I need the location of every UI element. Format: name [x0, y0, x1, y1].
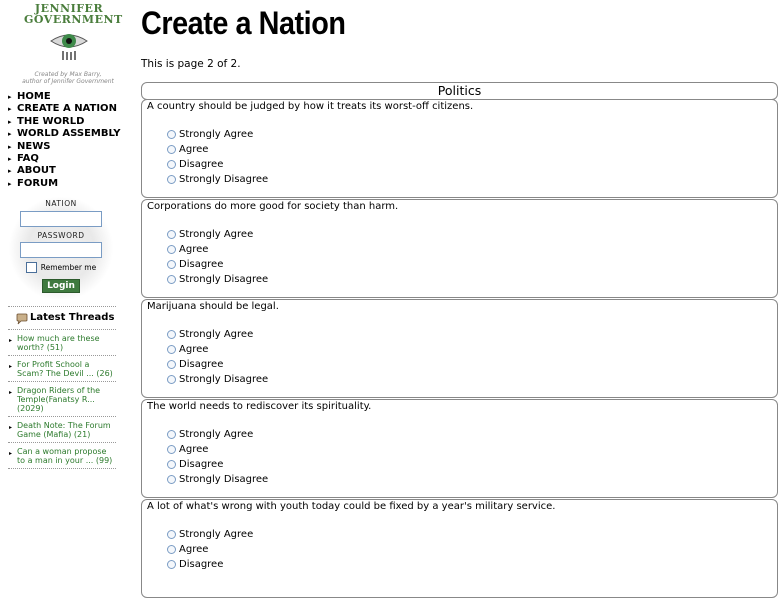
option-label: Disagree	[179, 559, 224, 570]
option-label: Agree	[179, 244, 209, 255]
thread-link[interactable]: Can a woman propose to a man in your ... (99)	[17, 447, 113, 465]
radio-button[interactable]	[167, 330, 176, 339]
radio-button[interactable]	[167, 230, 176, 239]
section-header-politics: Politics	[141, 82, 778, 100]
nav-link[interactable]: FORUM	[17, 177, 59, 189]
radio-button[interactable]	[167, 130, 176, 139]
radio-button[interactable]	[167, 260, 176, 269]
radio-button[interactable]	[167, 375, 176, 384]
option-strongly-disagree[interactable]	[167, 372, 268, 387]
nav-link[interactable]: FAQ	[17, 152, 39, 164]
nav-link[interactable]: WORLD ASSEMBLY	[17, 128, 121, 140]
answer-options	[167, 527, 253, 572]
logo-line-1: JENNIFER	[34, 2, 104, 15]
nav-item-create-a-nation[interactable]	[8, 103, 121, 115]
nav-link[interactable]: CREATE A NATION	[17, 103, 117, 115]
option-agree[interactable]	[167, 342, 268, 357]
nation-input[interactable]	[20, 211, 102, 227]
option-label: Disagree	[179, 159, 224, 170]
bullet-icon: ▸	[8, 117, 12, 126]
question-text: The world needs to rediscover its spirituality.	[147, 401, 372, 412]
option-label: Strongly Disagree	[179, 474, 269, 485]
option-disagree[interactable]	[167, 257, 268, 272]
bullet-icon: ▸	[8, 179, 12, 188]
question-text: Marijuana should be legal.	[147, 301, 279, 312]
radio-button[interactable]	[167, 360, 176, 369]
nav-link[interactable]: ABOUT	[17, 165, 56, 177]
logo-credit-line-1: Created by Max Barry,	[34, 71, 102, 78]
thread-item[interactable]	[8, 442, 116, 469]
logo-line-2: GOVERNMENT	[24, 13, 123, 26]
nav-link[interactable]: HOME	[17, 91, 51, 102]
answer-options	[167, 427, 268, 487]
option-disagree[interactable]	[167, 157, 268, 172]
option-label: Agree	[179, 344, 209, 355]
thread-link[interactable]: How much are these worth? (51)	[17, 334, 100, 352]
option-strongly-agree[interactable]	[167, 427, 268, 442]
option-label: Agree	[179, 444, 209, 455]
site-logo[interactable]	[22, 2, 123, 85]
login-button[interactable]: Login	[42, 279, 80, 293]
radio-button[interactable]	[167, 345, 176, 354]
page-info: This is page 2 of 2.	[141, 58, 241, 70]
option-strongly-disagree[interactable]	[167, 472, 268, 487]
question-card	[141, 399, 778, 498]
nav-item-world-assembly[interactable]	[8, 128, 121, 140]
option-label: Strongly Disagree	[179, 174, 269, 185]
answer-options	[167, 127, 268, 187]
latest-threads-header	[8, 307, 116, 329]
option-label: Strongly Agree	[179, 529, 254, 540]
option-label: Agree	[179, 544, 209, 555]
option-agree[interactable]	[167, 442, 268, 457]
question-text: A lot of what's wrong with youth today could be fixed by a year's military service.	[147, 501, 556, 512]
nav-item-faq[interactable]	[8, 153, 121, 165]
password-label: PASSWORD	[37, 230, 85, 240]
nav-link[interactable]: THE WORLD	[17, 115, 85, 127]
bullet-icon: ▸	[8, 93, 12, 101]
bullet-icon: ▸	[9, 424, 13, 431]
option-label: Strongly Agree	[179, 229, 254, 240]
bullet-icon: ▸	[8, 130, 12, 139]
bullet-icon: ▸	[9, 450, 13, 457]
bullet-icon: ▸	[9, 337, 13, 344]
option-label: Agree	[179, 144, 209, 155]
thread-link[interactable]: Death Note: The Forum Game (Mafia) (21)	[17, 421, 111, 439]
radio-button[interactable]	[167, 145, 176, 154]
page-title: Create a Nation	[141, 5, 346, 41]
thread-link[interactable]: For Profit School a Scam? The Devil ... (26)	[17, 360, 113, 378]
radio-button[interactable]	[167, 430, 176, 439]
option-agree[interactable]	[167, 142, 268, 157]
bullet-icon: ▸	[8, 154, 12, 163]
option-agree[interactable]	[167, 542, 253, 557]
question-text: A country should be judged by how it treats its worst-off citizens.	[147, 101, 474, 112]
radio-button[interactable]	[167, 545, 176, 554]
bullet-icon: ▸	[9, 389, 13, 396]
radio-button[interactable]	[167, 445, 176, 454]
radio-button[interactable]	[167, 475, 176, 484]
option-strongly-agree[interactable]	[167, 327, 268, 342]
option-strongly-agree[interactable]	[167, 527, 253, 542]
thread-item[interactable]	[8, 381, 116, 416]
radio-button[interactable]	[167, 160, 176, 169]
logo-credit-line-2: author of Jennifer Government	[22, 78, 114, 85]
option-label: Strongly Agree	[179, 329, 254, 340]
option-label: Strongly Disagree	[179, 374, 269, 385]
question-card	[141, 99, 778, 198]
option-label: Strongly Disagree	[179, 274, 269, 285]
radio-button[interactable]	[167, 175, 176, 184]
bullet-icon: ▸	[8, 167, 12, 176]
option-disagree[interactable]	[167, 457, 268, 472]
answer-options	[167, 227, 268, 287]
option-strongly-agree[interactable]	[167, 127, 268, 142]
nav-item-home[interactable]	[8, 91, 121, 103]
option-strongly-agree[interactable]	[167, 227, 268, 242]
bullet-icon: ▸	[9, 363, 13, 370]
option-label: Disagree	[179, 259, 224, 270]
nation-label: NATION	[45, 199, 77, 208]
nav-item-the-world[interactable]	[8, 116, 121, 128]
remember-me-checkbox[interactable]	[26, 262, 37, 273]
radio-button[interactable]	[167, 275, 176, 284]
eye-icon	[49, 27, 89, 61]
question-text: Corporations do more good for society than harm.	[147, 201, 399, 212]
chat-bubble-icon	[16, 312, 28, 324]
question-card	[141, 299, 778, 398]
nav-item-news[interactable]	[8, 141, 121, 153]
bullet-icon: ▸	[8, 105, 12, 114]
question-card	[141, 199, 778, 298]
nav-link[interactable]: NEWS	[17, 140, 51, 152]
option-label: Disagree	[179, 359, 224, 370]
option-strongly-disagree[interactable]	[167, 172, 268, 187]
bullet-icon: ▸	[8, 142, 12, 151]
option-label: Strongly Agree	[179, 429, 254, 440]
thread-link[interactable]: Dragon Riders of the Temple(Fanatsy R... (2029)	[17, 386, 101, 413]
remember-me[interactable]	[0, 262, 122, 273]
option-label: Disagree	[179, 459, 224, 470]
latest-threads	[8, 306, 116, 469]
thread-item[interactable]	[8, 329, 116, 355]
question-card	[141, 499, 778, 598]
password-input[interactable]	[20, 242, 102, 258]
main-nav	[8, 91, 121, 190]
option-strongly-disagree[interactable]	[167, 272, 268, 287]
radio-button[interactable]	[167, 460, 176, 469]
remember-me-label: Remember me	[40, 263, 97, 272]
latest-threads-title: Latest Threads	[30, 312, 115, 323]
radio-button[interactable]	[167, 530, 176, 539]
option-agree[interactable]	[167, 242, 268, 257]
answer-options	[167, 327, 268, 387]
thread-item[interactable]	[8, 416, 116, 442]
option-disagree[interactable]	[167, 357, 268, 372]
logo-credit	[20, 71, 116, 85]
option-label: Strongly Agree	[179, 129, 254, 140]
thread-item[interactable]	[8, 355, 116, 381]
nav-item-forum[interactable]	[8, 178, 121, 190]
nav-item-about[interactable]	[8, 165, 121, 177]
radio-button[interactable]	[167, 245, 176, 254]
login-form	[0, 196, 122, 293]
